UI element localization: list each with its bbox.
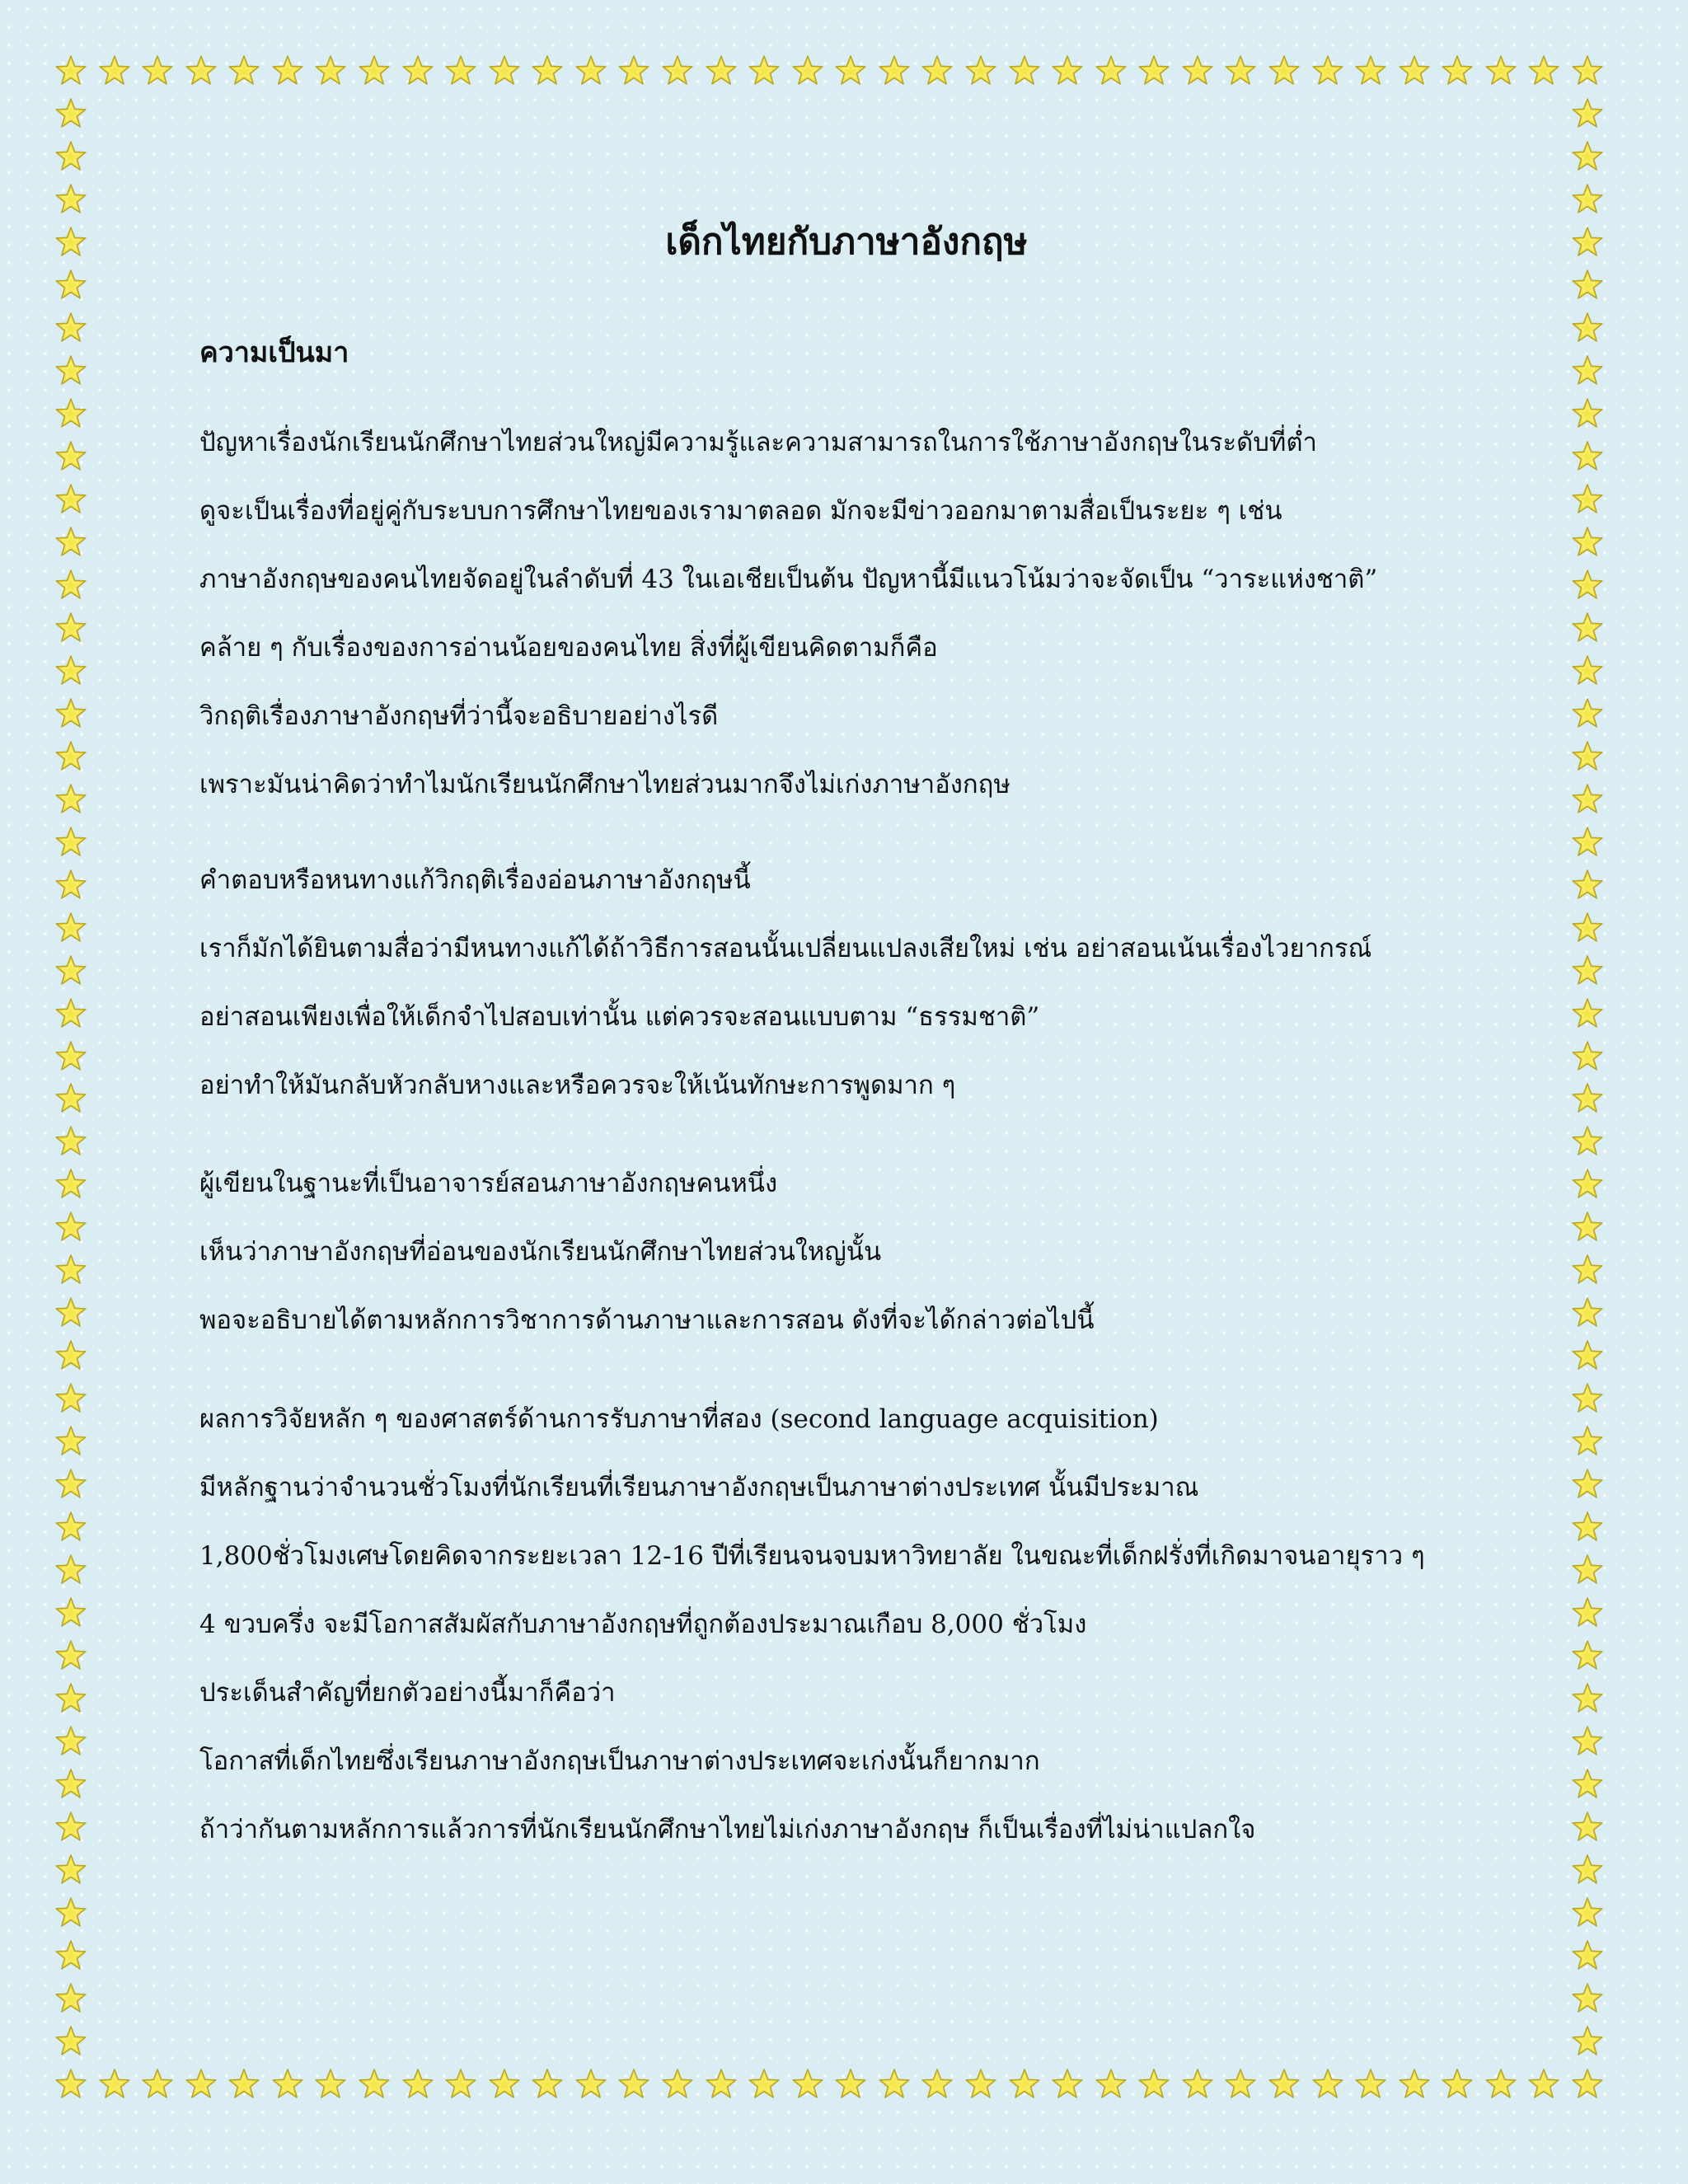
paragraph-line: 1,800ชั่วโมงเศษโดยคิดจากระยะเวลา 12-16 ปีที่เรียนจนจบมหาวิทยาลัย ในขณะที่เด็กฝรั่งที่เกิดมาจนอายุราว ๆ (199, 1541, 1425, 1571)
star-icon (1527, 2068, 1560, 2101)
star-icon (401, 54, 434, 87)
star-icon (358, 54, 391, 87)
star-icon (1571, 1725, 1604, 1758)
star-icon (1571, 826, 1604, 859)
star-icon (574, 54, 607, 87)
star-icon (141, 54, 174, 87)
star-icon (1571, 1468, 1604, 1501)
star-icon (1051, 2068, 1084, 2101)
star-icon (964, 2068, 997, 2101)
star-icon (574, 2068, 607, 2101)
star-icon (1571, 1040, 1604, 1073)
document-title: เด็กไทยกับภาษาอังกฤษ (665, 221, 1028, 263)
star-icon (1571, 440, 1604, 473)
star-icon (531, 2068, 564, 2101)
star-icon (54, 183, 87, 216)
star-icon (1571, 1896, 1604, 1929)
star-icon (1571, 1211, 1604, 1244)
star-icon (444, 54, 477, 87)
star-icon (185, 2068, 218, 2101)
star-icon (1571, 1296, 1604, 1329)
paragraph-line: เห็นว่าภาษาอังกฤษที่อ่อนของนักเรียนนักศึกษาไทยส่วนใหญ่นั้น (199, 1237, 882, 1267)
star-icon (661, 2068, 694, 2101)
star-icon (1571, 783, 1604, 816)
star-icon (1571, 1811, 1604, 1844)
star-icon (1571, 869, 1604, 902)
star-icon (1571, 54, 1604, 87)
star-icon (54, 697, 87, 730)
paragraph-line: โอกาสที่เด็กไทยซึ่งเรียนภาษาอังกฤษเป็นภาษาต่างประเทศจะเก่งนั้นก็ยากมาก (199, 1746, 1040, 1776)
star-icon (1571, 697, 1604, 730)
paragraph-line: ประเด็นสำคัญที่ยกตัวอย่างนี้มาก็คือว่า (199, 1678, 616, 1708)
paragraph-line: อย่าสอนเพียงเพื่อให้เด็กจำไปสอบเท่านั้น แต่ควรจะสอนแบบตาม “ธรรมชาติ” (199, 1002, 1040, 1032)
star-icon (1571, 1554, 1604, 1586)
star-icon (314, 54, 347, 87)
star-icon (1484, 2068, 1517, 2101)
paragraph-background (199, 409, 1493, 819)
paragraph-author-view (199, 1150, 1493, 1355)
paragraph-line: คล้าย ๆ กับเรื่องของการอ่านน้อยของคนไทย สิ่งที่ผู้เขียนคิดตามก็คือ (199, 633, 938, 663)
star-icon (54, 1682, 87, 1715)
star-icon (1571, 1982, 1604, 2015)
star-icon (54, 269, 87, 302)
star-icon (1571, 483, 1604, 516)
star-icon (1008, 2068, 1041, 2101)
paragraph-line: ผลการวิจัยหลัก ๆ ของศาสตร์ด้านการรับภาษาที่สอง (second language acquisition) (199, 1404, 1159, 1434)
star-icon (1571, 1768, 1604, 1801)
star-icon (1484, 54, 1517, 87)
star-icon (1571, 1682, 1604, 1715)
star-icon (1571, 954, 1604, 987)
star-icon (878, 54, 911, 87)
star-icon (1008, 54, 1041, 87)
star-icon (1571, 269, 1604, 302)
paragraph-line: เพราะมันน่าคิดว่าทำไมนักเรียนนักศึกษาไทยส่วนมากจึงไม่เก่งภาษาอังกฤษ (199, 770, 1010, 799)
star-icon (271, 2068, 304, 2101)
star-icon (878, 2068, 911, 2101)
star-icon (1571, 1425, 1604, 1458)
star-icon (1224, 54, 1257, 87)
star-icon (1571, 312, 1604, 344)
star-icon (54, 826, 87, 859)
star-icon (1527, 54, 1560, 87)
star-icon (1354, 54, 1387, 87)
star-icon (54, 912, 87, 944)
star-icon (54, 1040, 87, 1073)
paragraph-line: วิกฤติเรื่องภาษาอังกฤษที่ว่านี้จะอธิบายอย่างไรดี (199, 701, 719, 731)
star-icon (1311, 2068, 1344, 2101)
paragraph-line: ภาษาอังกฤษของคนไทยจัดอยู่ในลำดับที่ 43 ในเอเชียเป็นต้น ปัญหานี้มีแนวโน้มว่าจะจัดเป็น “วาระแห่งชาติ” (199, 565, 1378, 594)
star-icon (1571, 997, 1604, 1030)
star-icon (1441, 54, 1474, 87)
star-icon (1398, 54, 1431, 87)
star-icon (1268, 2068, 1301, 2101)
star-icon (54, 1125, 87, 1158)
star-icon (1311, 54, 1344, 87)
star-icon (748, 54, 781, 87)
star-icon (1571, 1511, 1604, 1544)
star-icon (1571, 226, 1604, 259)
star-icon (54, 1811, 87, 1844)
star-icon (921, 2068, 954, 2101)
star-icon (1051, 54, 1084, 87)
star-icon (54, 440, 87, 473)
star-icon (54, 354, 87, 387)
star-icon (1571, 740, 1604, 773)
star-icon (964, 54, 997, 87)
paragraph-line: อย่าทำให้มันกลับหัวกลับหางและหรือควรจะให้เน้นทักษะการพูดมาก ๆ (199, 1071, 956, 1100)
star-icon (54, 1468, 87, 1501)
star-icon (1181, 54, 1214, 87)
star-icon (921, 54, 954, 87)
star-icon (1571, 912, 1604, 944)
star-icon (1181, 2068, 1214, 2101)
star-icon (1571, 97, 1604, 130)
paragraph-line: ดูจะเป็นเรื่องที่อยู่คู่กับระบบการศึกษาไทยของเรามาตลอด มักจะมีข่าวออกมาตามสื่อเป็นระยะ ๆ เช่น (199, 496, 1282, 526)
star-icon (834, 54, 867, 87)
star-icon (1571, 354, 1604, 387)
paragraph-line: ผู้เขียนในฐานะที่เป็นอาจารย์สอนภาษาอังกฤษคนหนึ่ง (199, 1169, 778, 1198)
star-icon (1398, 2068, 1431, 2101)
star-icon (54, 612, 87, 644)
star-icon (227, 54, 260, 87)
paragraph-line: คำตอบหรือหนทางแก้วิกฤติเรื่องอ่อนภาษาอังกฤษนี้ (199, 865, 751, 895)
star-icon (1571, 526, 1604, 559)
star-icon (1137, 2068, 1170, 2101)
star-icon (444, 2068, 477, 2101)
star-icon (1571, 1082, 1604, 1115)
paragraph-solutions (199, 846, 1493, 1120)
star-icon (705, 2068, 738, 2101)
paragraph-line: ถ้าว่ากันตามหลักการแล้วการที่นักเรียนนักศึกษาไทยไม่เก่งภาษาอังกฤษ ก็เป็นเรื่องที่ไม่น่าแปลกใจ (199, 1815, 1256, 1844)
paragraph-line: มีหลักฐานว่าจำนวนชั่วโมงที่นักเรียนที่เรียนภาษาอังกฤษเป็นภาษาต่างประเทศ นั้นมีประมาณ (199, 1473, 1199, 1502)
star-icon (54, 526, 87, 559)
star-icon (791, 2068, 824, 2101)
star-icon (1095, 54, 1128, 87)
star-icon (401, 2068, 434, 2101)
star-icon (54, 140, 87, 173)
star-icon (1571, 1168, 1604, 1201)
star-icon (54, 1939, 87, 1972)
star-icon (54, 397, 87, 430)
star-icon (1441, 2068, 1474, 2101)
star-icon (54, 1425, 87, 1458)
star-icon (54, 1982, 87, 2015)
star-icon (1571, 1125, 1604, 1158)
star-icon (54, 2068, 87, 2101)
star-icon (617, 2068, 650, 2101)
star-icon (834, 2068, 867, 2101)
star-icon (617, 54, 650, 87)
star-icon (1571, 1339, 1604, 1372)
star-icon (54, 226, 87, 259)
star-icon (54, 1082, 87, 1115)
star-icon (314, 2068, 347, 2101)
star-icon (1571, 569, 1604, 602)
star-icon (54, 740, 87, 773)
star-icon (271, 54, 304, 87)
section-heading: ความเป็นมา (199, 336, 349, 369)
star-icon (1571, 397, 1604, 430)
star-icon (54, 1382, 87, 1415)
star-icon (1571, 1382, 1604, 1415)
star-icon (1571, 1254, 1604, 1286)
paragraph-line: ปัญหาเรื่องนักเรียนนักศึกษาไทยส่วนใหญ่มีความรู้และความสามารถในการใช้ภาษาอังกฤษในระดับที่ต่ำ (199, 428, 1317, 457)
star-icon (54, 1296, 87, 1329)
star-icon (54, 97, 87, 130)
star-icon (54, 312, 87, 344)
star-icon (54, 1211, 87, 1244)
star-icon (1571, 1596, 1604, 1629)
star-icon (748, 2068, 781, 2101)
star-icon (791, 54, 824, 87)
star-icon (54, 954, 87, 987)
star-icon (1095, 2068, 1128, 2101)
star-icon (54, 1168, 87, 1201)
star-icon (488, 2068, 521, 2101)
star-icon (1571, 2025, 1604, 2058)
star-icon (54, 1725, 87, 1758)
star-icon (1224, 2068, 1257, 2101)
star-icon (98, 54, 131, 87)
paragraph-research (199, 1385, 1493, 1864)
star-icon (54, 783, 87, 816)
star-icon (54, 54, 87, 87)
star-icon (54, 869, 87, 902)
star-icon (1571, 183, 1604, 216)
star-icon (1571, 1939, 1604, 1972)
paragraph-line: เราก็มักได้ยินตามสื่อว่ามีหนทางแก้ได้ถ้าวิธีการสอนนั้นเปลี่ยนแปลงเสียใหม่ เช่น อย่าสอนเน้นเรื่องไวยากรณ์ (199, 934, 1372, 963)
star-icon (661, 54, 694, 87)
star-icon (98, 2068, 131, 2101)
star-icon (54, 654, 87, 687)
star-icon (54, 1639, 87, 1672)
star-icon (54, 1768, 87, 1801)
star-icon (358, 2068, 391, 2101)
paragraph-line: 4 ขวบครึ่ง จะมีโอกาสสัมผัสกับภาษาอังกฤษที่ถูกต้องประมาณเกือบ 8,000 ชั่วโมง (199, 1610, 1087, 1639)
star-icon (54, 569, 87, 602)
paragraph-line: พอจะอธิบายได้ตามหลักการวิชาการด้านภาษาและการสอน ดังที่จะได้กล่าวต่อไปนี้ (199, 1305, 1095, 1335)
star-icon (141, 2068, 174, 2101)
star-icon (1571, 140, 1604, 173)
star-icon (54, 1554, 87, 1586)
star-icon (54, 483, 87, 516)
star-icon (54, 1854, 87, 1886)
star-icon (54, 2025, 87, 2058)
star-icon (54, 1896, 87, 1929)
star-icon (1354, 2068, 1387, 2101)
star-icon (1137, 54, 1170, 87)
star-icon (1571, 612, 1604, 644)
star-icon (488, 54, 521, 87)
star-icon (1571, 654, 1604, 687)
star-icon (54, 1596, 87, 1629)
star-icon (705, 54, 738, 87)
star-icon (227, 2068, 260, 2101)
star-icon (1571, 2068, 1604, 2101)
star-icon (1571, 1639, 1604, 1672)
star-icon (54, 1254, 87, 1286)
star-icon (1571, 1854, 1604, 1886)
star-icon (54, 1511, 87, 1544)
star-icon (54, 1339, 87, 1372)
star-icon (185, 54, 218, 87)
star-icon (531, 54, 564, 87)
star-icon (1268, 54, 1301, 87)
star-icon (54, 997, 87, 1030)
